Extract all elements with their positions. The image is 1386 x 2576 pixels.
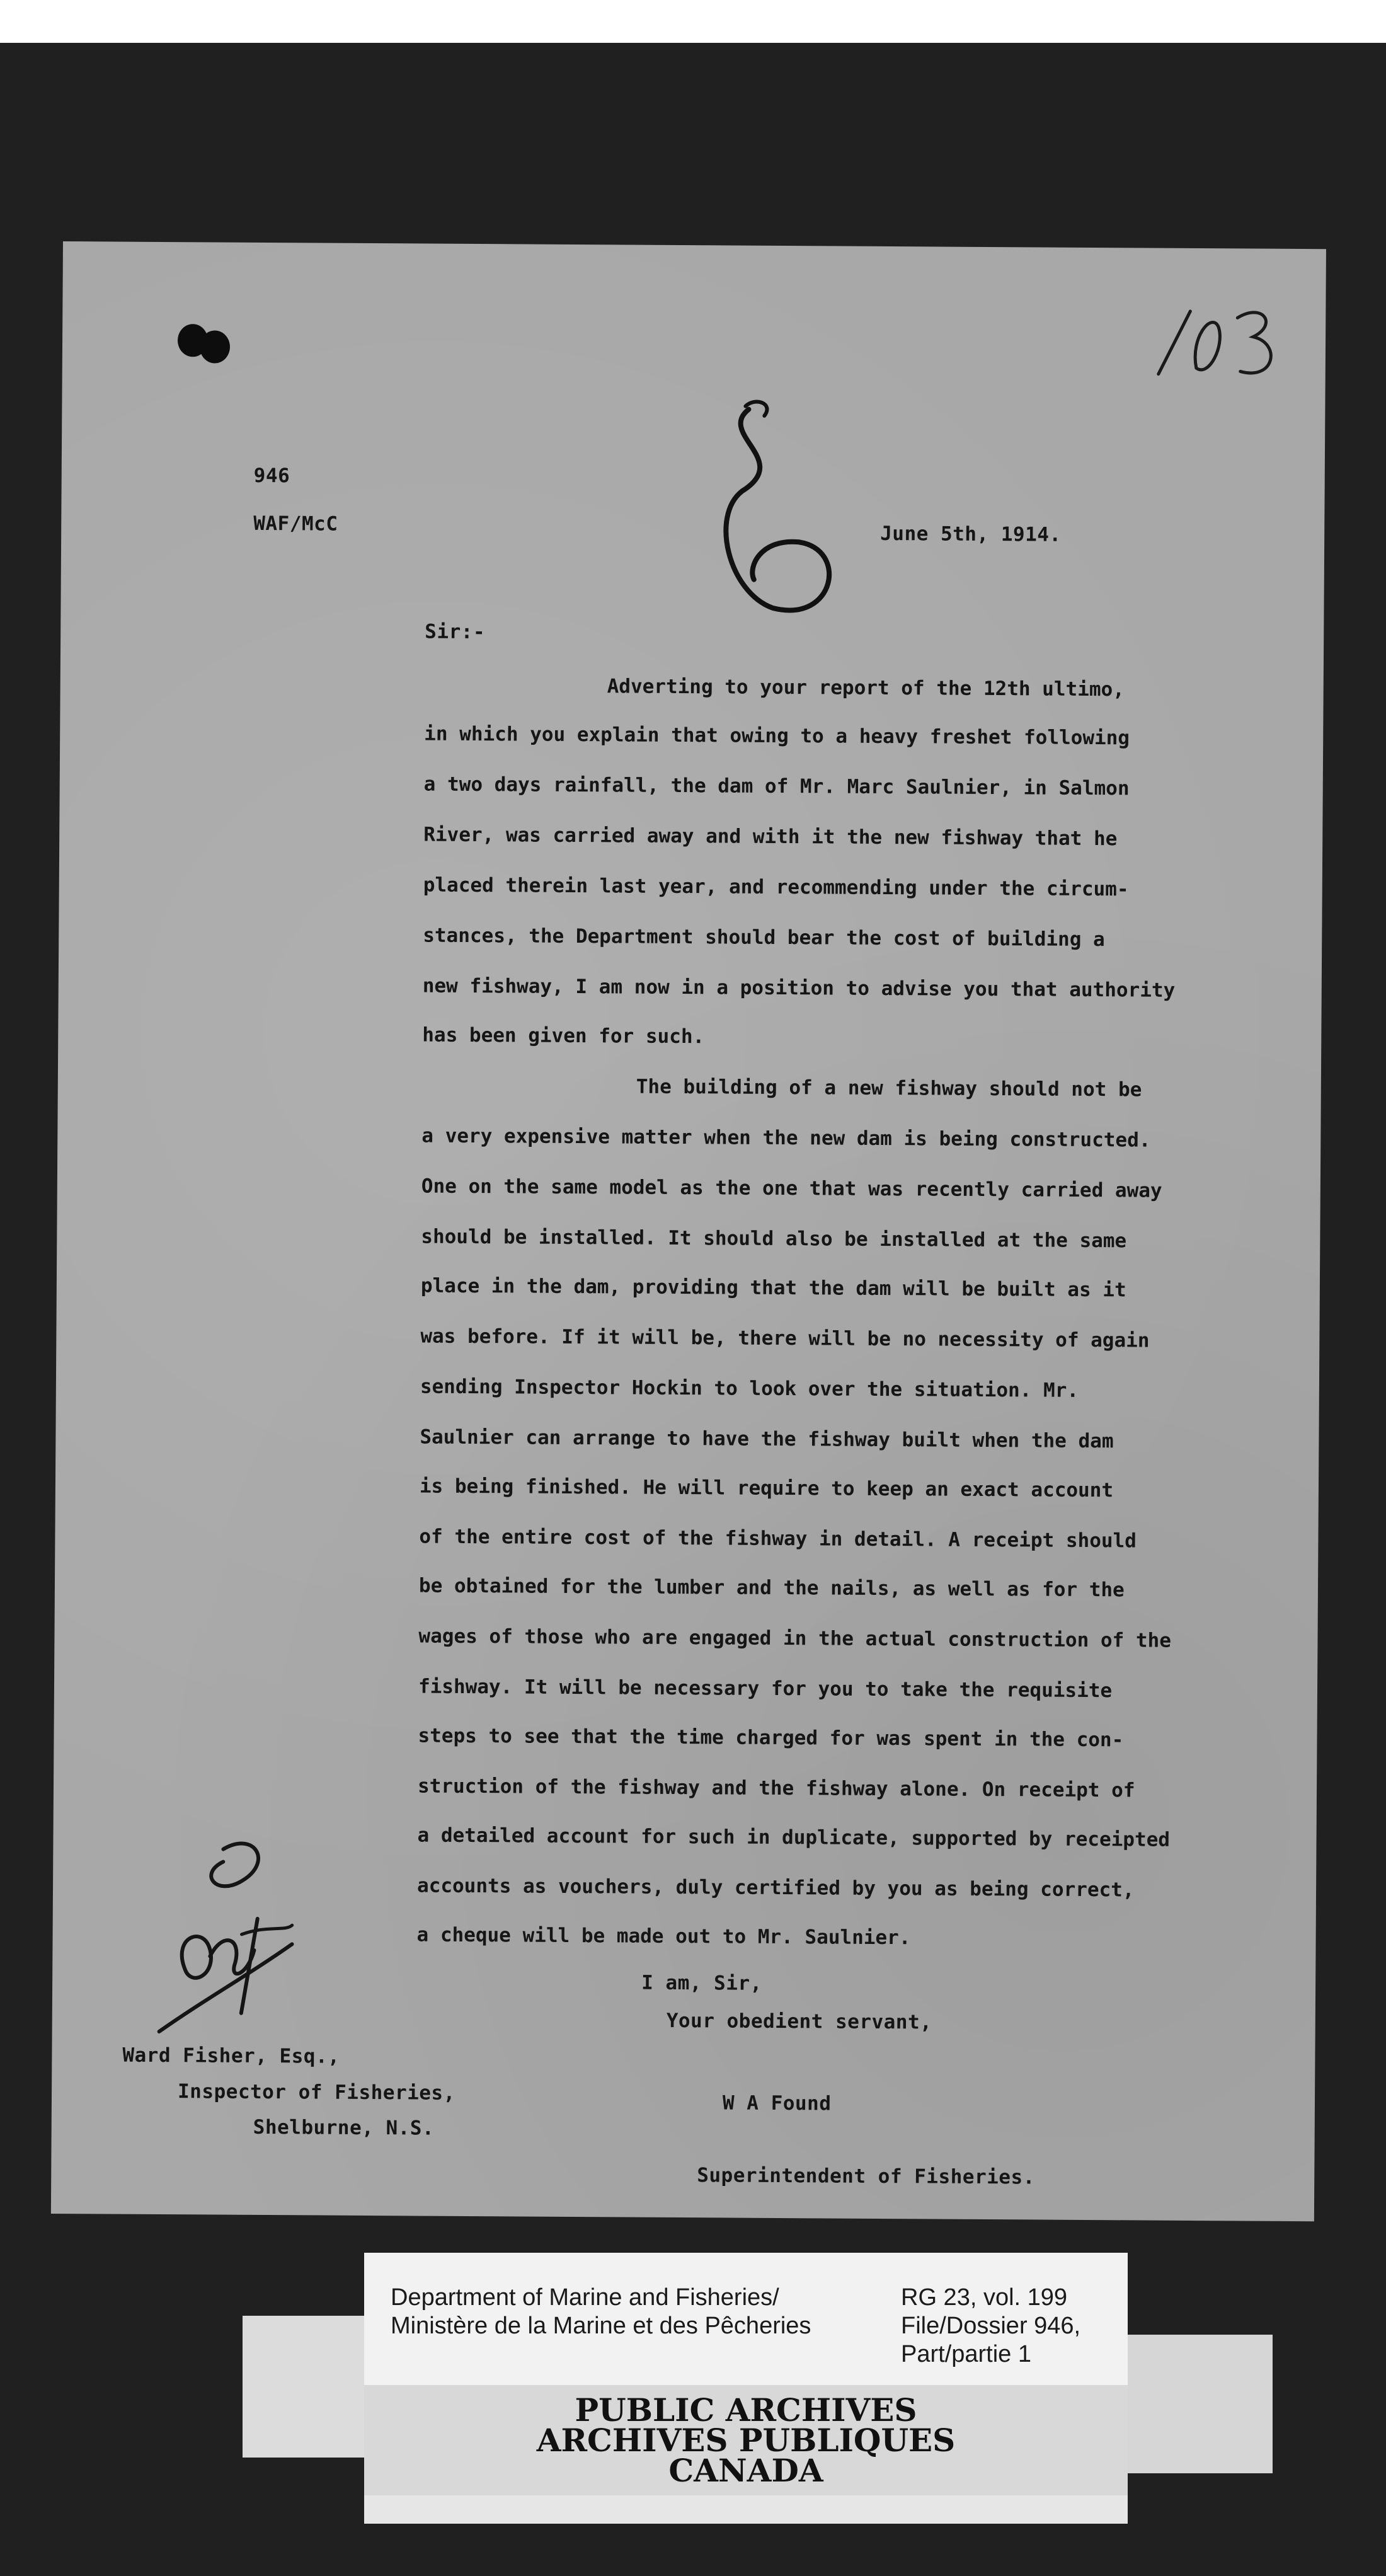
body-line: wages of those who are engaged in the actual construction of the bbox=[418, 1624, 1172, 1652]
body-line: Saulnier can arrange to have the fishway built when the dam bbox=[420, 1425, 1114, 1453]
body-line: struction of the fishway and the fishway alone. On receipt of bbox=[417, 1774, 1135, 1802]
file-number: 946 bbox=[253, 464, 290, 488]
stamp-line: PUBLIC ARCHIVES bbox=[575, 2391, 917, 2429]
signature-title: Superintendent of Fisheries. bbox=[697, 2164, 1035, 2189]
label-tab bbox=[243, 2316, 365, 2458]
body-line: stances, the Department should bear the cost of building a bbox=[423, 924, 1105, 952]
label-base bbox=[364, 2495, 1128, 2524]
body-line: One on the same model as the one that was recently carried away bbox=[421, 1175, 1162, 1202]
body-line: be obtained for the lumber and the nails, as well as for the bbox=[418, 1574, 1125, 1602]
stamp-line: CANADA bbox=[668, 2452, 823, 2489]
reference-line: File/Dossier 946, bbox=[901, 2313, 1081, 2339]
closing-line: I am, Sir, bbox=[641, 1971, 762, 1995]
archive-label bbox=[364, 2253, 1128, 2385]
body-line: The building of a new fishway should not be bbox=[636, 1075, 1142, 1101]
body-line: River, was carried away and with it the new fishway that he bbox=[423, 823, 1118, 851]
body-line: accounts as vouchers, duly certified by you as being correct, bbox=[416, 1874, 1135, 1902]
body-line: a very expensive matter when the new dam is being constructed. bbox=[421, 1124, 1151, 1152]
salutation: Sir:- bbox=[425, 620, 486, 644]
body-line: of the entire cost of the fishway in detail. A receipt should bbox=[419, 1525, 1137, 1553]
body-line: placed therein last year, and recommending under the circum- bbox=[423, 873, 1129, 901]
department-line: Ministère de la Marine et des Pêcheries bbox=[391, 2313, 811, 2339]
addressee-title: Inspector of Fisheries, bbox=[177, 2080, 455, 2105]
body-line: new fishway, I am now in a position to advise you that authority bbox=[422, 974, 1176, 1002]
body-line: steps to see that the time charged for was spent in the con- bbox=[418, 1724, 1124, 1752]
body-line: fishway. It will be necessary for you to take the requisite bbox=[418, 1675, 1113, 1703]
body-line: a two days rainfall, the dam of Mr. Marc Saulnier, in Salmon bbox=[423, 773, 1130, 800]
body-line: is being finished. He will require to keep an exact account bbox=[419, 1475, 1114, 1502]
closing-line: Your obedient servant, bbox=[666, 2009, 932, 2034]
addressee-name: Ward Fisher, Esq., bbox=[122, 2044, 340, 2068]
department-line: Department of Marine and Fisheries/ bbox=[391, 2284, 779, 2311]
reference-line: RG 23, vol. 199 bbox=[901, 2284, 1068, 2311]
archive-stamp bbox=[364, 2385, 1128, 2495]
body-line: Adverting to your report of the 12th ultimo, bbox=[607, 675, 1125, 701]
body-line: in which you explain that owing to a heavy freshet following bbox=[424, 722, 1130, 750]
reference-initials: WAF/McC bbox=[253, 512, 338, 536]
body-line: a cheque will be made out to Mr. Saulnier. bbox=[416, 1923, 911, 1950]
addressee-location: Shelburne, N.S. bbox=[253, 2115, 435, 2140]
punch-hole bbox=[200, 330, 230, 363]
body-line: sending Inspector Hockin to look over the situation. Mr. bbox=[420, 1375, 1079, 1402]
reference-line: Part/partie 1 bbox=[901, 2341, 1031, 2367]
handwritten-page-number bbox=[1152, 299, 1292, 394]
body-line: a detailed account for such in duplicate, supported by receipted bbox=[417, 1824, 1171, 1851]
handwritten-initials bbox=[146, 1824, 311, 2052]
stamp-line: ARCHIVES PUBLIQUES bbox=[536, 2422, 956, 2459]
signature-name: W A Found bbox=[722, 2091, 832, 2115]
letter-date: June 5th, 1914. bbox=[880, 522, 1062, 546]
letter-page bbox=[51, 241, 1326, 2221]
body-line: was before. If it will be, there will be no necessity of again bbox=[420, 1325, 1150, 1352]
handwritten-mark bbox=[703, 390, 868, 631]
label-tab bbox=[1128, 2335, 1273, 2473]
body-line: has been given for such. bbox=[422, 1023, 705, 1049]
body-line: should be installed. It should also be installed at the same bbox=[421, 1225, 1127, 1253]
body-line: place in the dam, providing that the dam will be built as it bbox=[420, 1274, 1126, 1302]
